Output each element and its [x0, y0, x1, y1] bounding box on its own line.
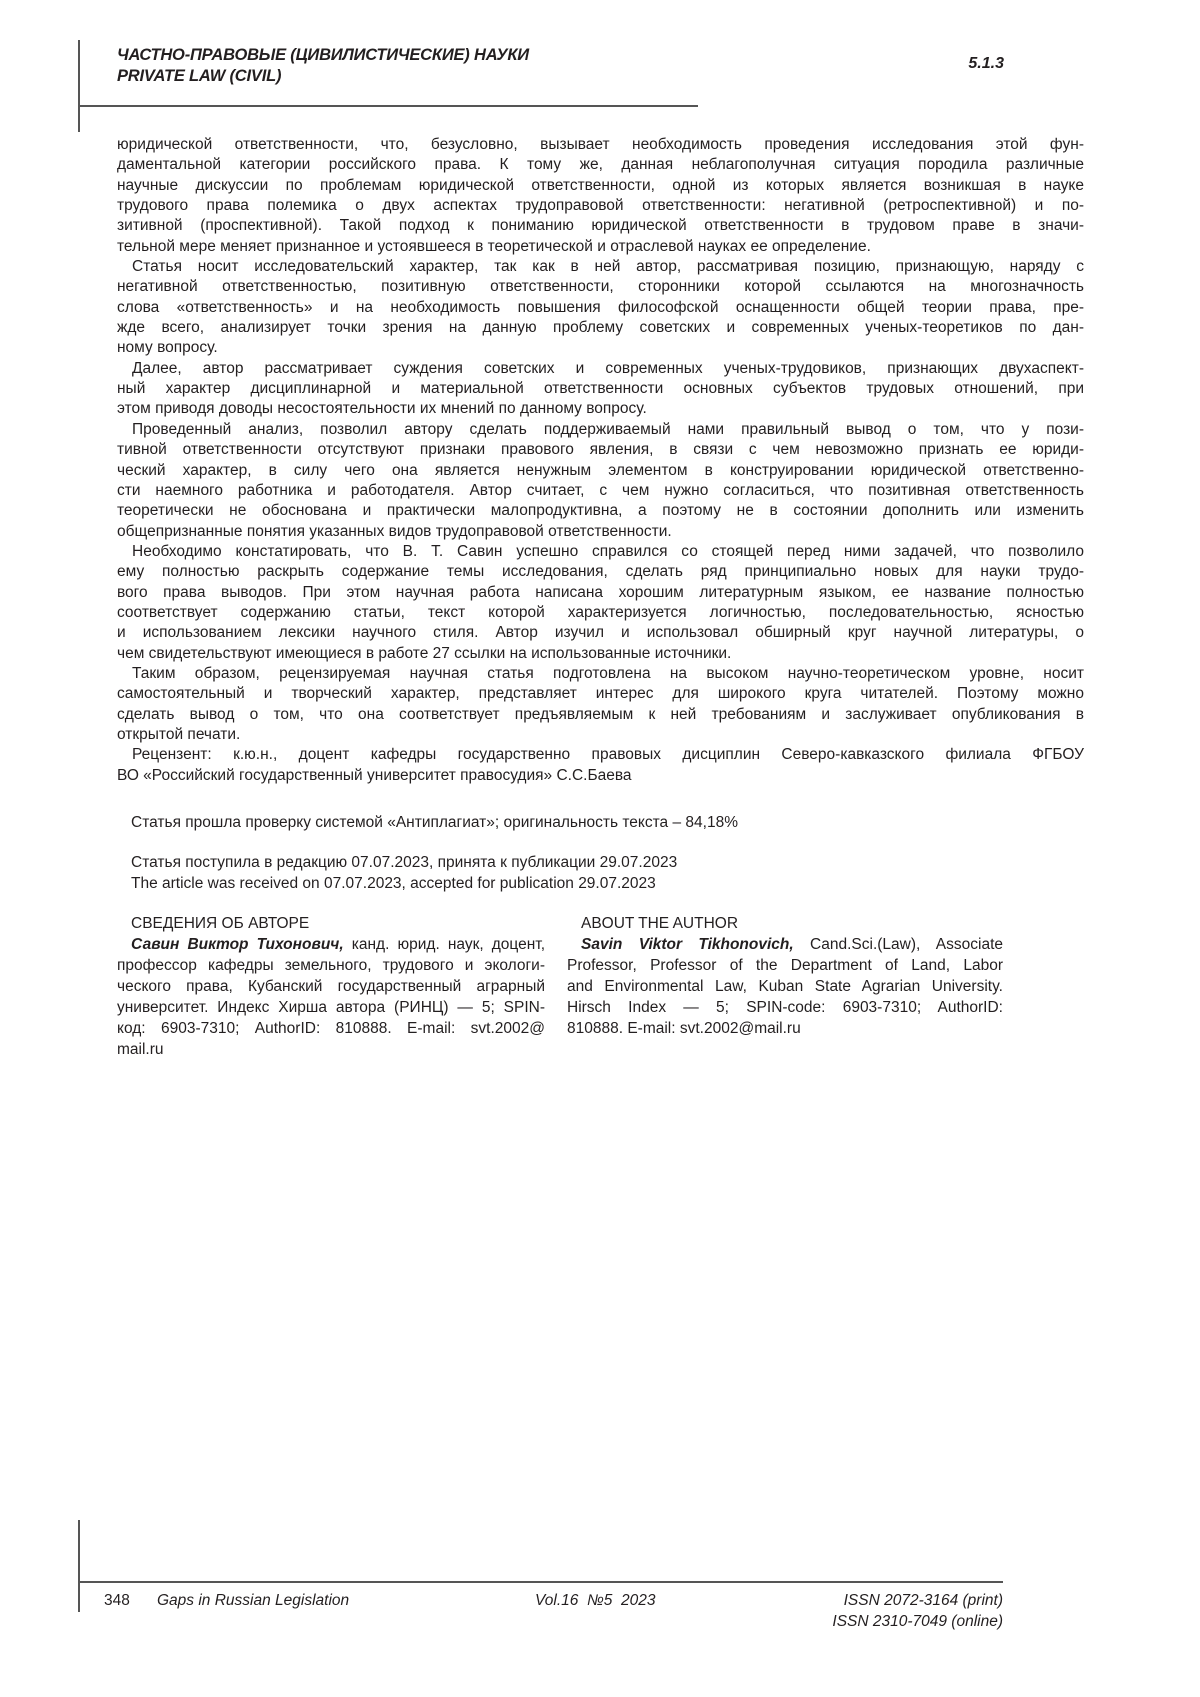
text-line: открытой печати.	[117, 725, 1084, 745]
text-line: и использованием лексики научного стиля. Автор изучил и использовал обширный круг научной литературы, о	[117, 623, 1084, 643]
issn-print: ISSN 2072-3164 (print)	[844, 1592, 1003, 1610]
text-line: жде всего, анализирует точки зрения на данную проблему советских и современных ученых-теоретиков по дан-	[117, 318, 1084, 338]
text-line: общепризнанные понятия указанных видов трудоправовой ответственности.	[117, 522, 1084, 542]
text-line: тельной мере меняет признанное и устоявшееся в теоретической и отраслевой науках ее определение.	[117, 237, 1084, 257]
text-line: Необходимо констатировать, что В. Т. Савин успешно справился со стоящей перед ними задачей, что позволило	[117, 542, 1084, 562]
text-line: чем свидетельствуют имеющиеся в работе 27 ссылки на использованные источники.	[117, 644, 1084, 664]
text-line: ный характер дисциплинарной и материальной ответственности основных субъектов трудовых отношений, при	[117, 379, 1084, 399]
text-line: Проведенный анализ, позволил автору сделать поддерживаемый нами правильный вывод о том, что у пози-	[117, 420, 1084, 440]
text-line: сти наемного работника и работодателя. Автор считает, с чем нужно согласиться, что позитивная ответственность	[117, 481, 1084, 501]
author-line: 810888. E-mail: svt.2002@mail.ru	[567, 1018, 1003, 1039]
text-line: негативной ответственностью, позитивную ответственности, сторонники которой ссылаются на многозначность	[117, 277, 1084, 297]
text-line: слова «ответственность» и на необходимость повышения философской оснащенности общей теории права, пре-	[117, 298, 1084, 318]
paragraph	[117, 135, 1084, 257]
author-line: Hirsch Index — 5; SPIN-code: 6903-7310; AuthorID:	[567, 997, 1003, 1018]
text-line: Таким образом, рецензируемая научная статья подготовлена на высоком научно-теоретическом уровне, носит	[117, 664, 1084, 684]
author-line: профессор кафедры земельного, трудового и экологи-	[117, 955, 545, 976]
paragraph	[117, 664, 1084, 745]
author-line	[567, 934, 1003, 955]
specialty-code: 5.1.3	[968, 55, 1004, 73]
author-info-en	[567, 913, 1003, 1039]
text-line: этом приводя доводы несостоятельности их мнений по данному вопросу.	[117, 399, 1084, 419]
received-ru: Статья поступила в редакцию 07.07.2023, принята к публикации 29.07.2023	[131, 852, 677, 873]
author-line: университет. Индекс Хирша автора (РИНЦ) — 5; SPIN-	[117, 997, 545, 1018]
text-line: научные дискуссии по проблемам юридической ответственности, одной из которых является возникшая в науке	[117, 176, 1084, 196]
footer-rule-vertical	[78, 1520, 80, 1612]
issue-info: Vol.16 №5 2023	[535, 1592, 656, 1610]
text-line: теоретически не обоснована и практически малопродуктивна, а поэтому не в состоянии дополнить или изменить	[117, 501, 1084, 521]
footer-rule-horizontal	[78, 1581, 1003, 1583]
section-title-ru: ЧАСТНО-ПРАВОВЫЕ (ЦИВИЛИСТИЧЕСКИЕ) НАУКИ	[117, 46, 529, 65]
text-line: Статья носит исследовательский характер, так как в ней автор, рассматривая позицию, признающую, наряду с	[117, 257, 1084, 277]
text-line: ему полностью раскрыть содержание темы исследования, сделать ряд принципиально новых для науки трудо-	[117, 562, 1084, 582]
issn-online: ISSN 2310-7049 (online)	[832, 1613, 1003, 1631]
paragraph	[117, 359, 1084, 420]
author-credentials: Cand.Sci.(Law), Associate	[810, 936, 1003, 953]
text-line: сделать вывод о том, что она соответствует предъявляемым к ней требованиям и заслуживает опубликования в	[117, 705, 1084, 725]
text-line: зитивной (проспективной). Такой подход к пониманию юридической ответственности в трудовом праве в значи-	[117, 216, 1084, 236]
paragraph	[117, 420, 1084, 542]
author-line: and Environmental Law, Kuban State Agrarian University.	[567, 976, 1003, 997]
author-credentials: канд. юрид. наук, доцент,	[352, 936, 545, 953]
author-line: mail.ru	[117, 1039, 545, 1060]
text-line: ному вопросу.	[117, 338, 1084, 358]
author-name: Савин Виктор Тихонович,	[131, 936, 344, 953]
paragraph	[117, 257, 1084, 359]
paragraph	[117, 542, 1084, 664]
author-line: Professor, Professor of the Department of Land, Labor	[567, 955, 1003, 976]
text-line: даментальной категории российского права. К тому же, данная неблагополучная ситуация породила различные	[117, 155, 1084, 175]
paragraph	[117, 745, 1084, 786]
author-name: Savin Viktor Tikhonovich,	[581, 936, 794, 953]
text-line: тивной ответственности отсутствуют признаки правового явления, в связи с чем невозможно признать ее юриди-	[117, 440, 1084, 460]
article-body	[117, 135, 1084, 786]
text-line: соответствует содержанию статьи, текст которой характеризуется логичностью, последовательностью, ясностью	[117, 603, 1084, 623]
page-number: 348	[104, 1592, 130, 1610]
text-line: самостоятельный и творческий характер, представляет интерес для широкого круга читателей. Поэтому можно	[117, 684, 1084, 704]
header-rule-horizontal	[78, 105, 698, 107]
author-line: ческого права, Кубанский государственный аграрный	[117, 976, 545, 997]
text-line: ческий характер, в силу чего она является ненужным элементом в конструировании юридической ответственно-	[117, 461, 1084, 481]
antiplagiat-note: Статья прошла проверку системой «Антиплагиат»; оригинальность текста – 84,18%	[131, 812, 738, 833]
section-title-en: PRIVATE LAW (CIVIL)	[117, 67, 281, 86]
text-line: Далее, автор рассматривает суждения советских и современных ученых-трудовиков, признающих двухаспект-	[117, 359, 1084, 379]
text-line: ВО «Российский государственный университет правосудия» С.С.Баева	[117, 766, 1084, 786]
header-rule-vertical	[78, 40, 80, 132]
author-line: код: 6903-7310; AuthorID: 810888. E-mail: svt.2002@	[117, 1018, 545, 1039]
text-line: трудового права полемика о двух аспектах трудоправовой ответственности: негативной (ретроспективной) и по-	[117, 196, 1084, 216]
text-line: юридической ответственности, что, безусловно, вызывает необходимость проведения исследования этой фун-	[117, 135, 1084, 155]
author-heading: СВЕДЕНИЯ ОБ АВТОРЕ	[117, 913, 545, 934]
journal-name: Gaps in Russian Legislation	[157, 1592, 349, 1610]
received-en: The article was received on 07.07.2023, accepted for publication 29.07.2023	[131, 873, 656, 894]
author-heading: ABOUT THE AUTHOR	[567, 913, 1003, 934]
text-line: вого права выводов. При этом научная работа написана хорошим литературным языком, ее название полностью	[117, 583, 1084, 603]
author-info-ru	[117, 913, 545, 1060]
author-line	[117, 934, 545, 955]
text-line: Рецензент: к.ю.н., доцент кафедры государственно правовых дисциплин Северо-кавказского филиала ФГБОУ	[117, 745, 1084, 765]
